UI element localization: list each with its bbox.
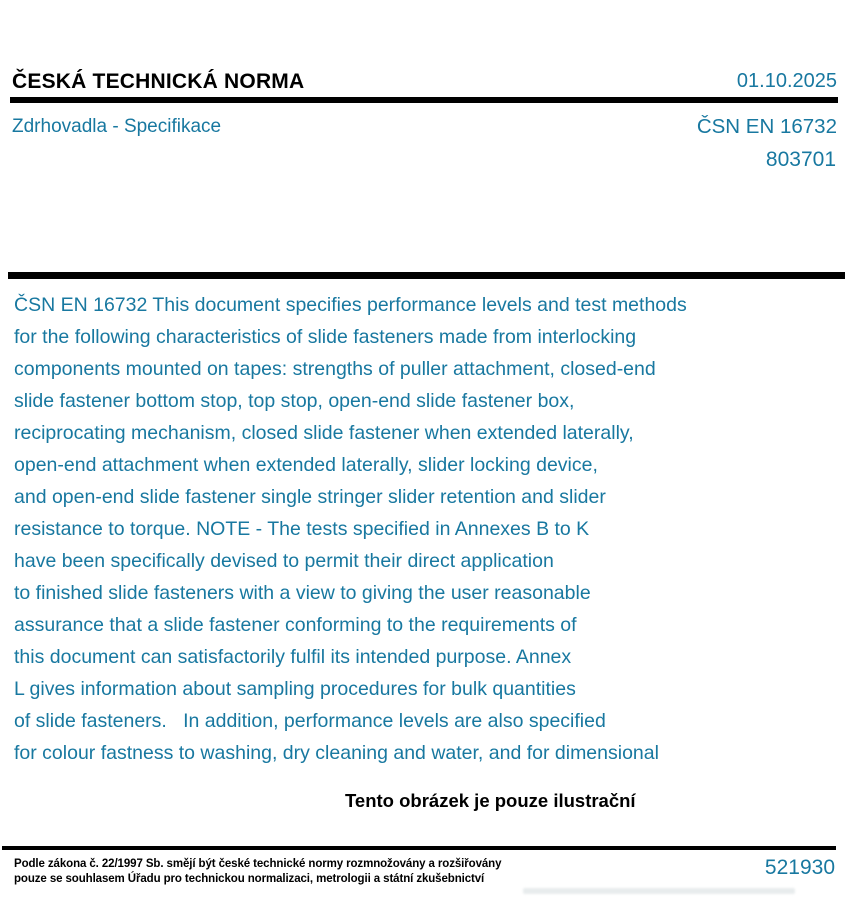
standard-number: ČSN EN 16732 <box>696 115 837 138</box>
abstract-line: ČSN EN 16732 This document specifies performance levels and test methods <box>14 294 687 316</box>
standard-subtitle: Zdrhovadla - Specifikace <box>12 116 222 137</box>
page-title: ČESKÁ TECHNICKÁ NORMA <box>12 70 305 93</box>
abstract-line: to finished slide fasteners with a view to giving the user reasonable <box>14 582 591 604</box>
issue-date: 01.10.2025 <box>736 70 837 92</box>
document-number: 521930 <box>764 856 835 879</box>
header-divider <box>10 97 838 103</box>
abstract-line: for colour fastness to washing, dry cleaning and water, and for dimensional <box>14 742 659 764</box>
abstract-line: L gives information about sampling procedures for bulk quantities <box>14 678 576 700</box>
abstract-line: and open-end slide fastener single stringer slider retention and slider <box>14 486 606 508</box>
abstract-line: for the following characteristics of slide fasteners made from interlocking <box>14 326 637 348</box>
abstract-line: have been specifically devised to permit their direct application <box>14 550 554 572</box>
abstract-line: of slide fasteners. In addition, performance levels are also specified <box>14 710 606 732</box>
legal-notice-line: Podle zákona č. 22/1997 Sb. smějí být české technické normy rozmnožovány a rozšiřovány <box>14 858 502 870</box>
legal-notice-line: pouze se souhlasem Úřadu pro technickou normalizaci, metrologii a státní zkušebnictví <box>14 873 485 885</box>
illustrative-note: Tento obrázek je pouze ilustrační <box>345 790 636 811</box>
classification-number: 803701 <box>765 148 836 171</box>
abstract-line: components mounted on tapes: strengths of puller attachment, closed-end <box>14 358 656 380</box>
abstract-line: assurance that a slide fastener conforming to the requirements of <box>14 614 577 636</box>
abstract-divider <box>8 272 845 279</box>
abstract-line: resistance to torque. NOTE - The tests specified in Annexes B to K <box>14 518 590 540</box>
abstract-line: reciprocating mechanism, closed slide fastener when extended laterally, <box>14 422 634 444</box>
faint-print-artifact <box>523 888 795 894</box>
abstract-line: this document can satisfactorily fulfil its intended purpose. Annex <box>14 646 572 668</box>
abstract-text <box>14 289 687 769</box>
footer-divider <box>2 846 836 850</box>
legal-notice <box>14 857 501 887</box>
abstract-line: slide fastener bottom stop, top stop, open-end slide fastener box, <box>14 390 575 412</box>
abstract-line: open-end attachment when extended laterally, slider locking device, <box>14 454 598 476</box>
